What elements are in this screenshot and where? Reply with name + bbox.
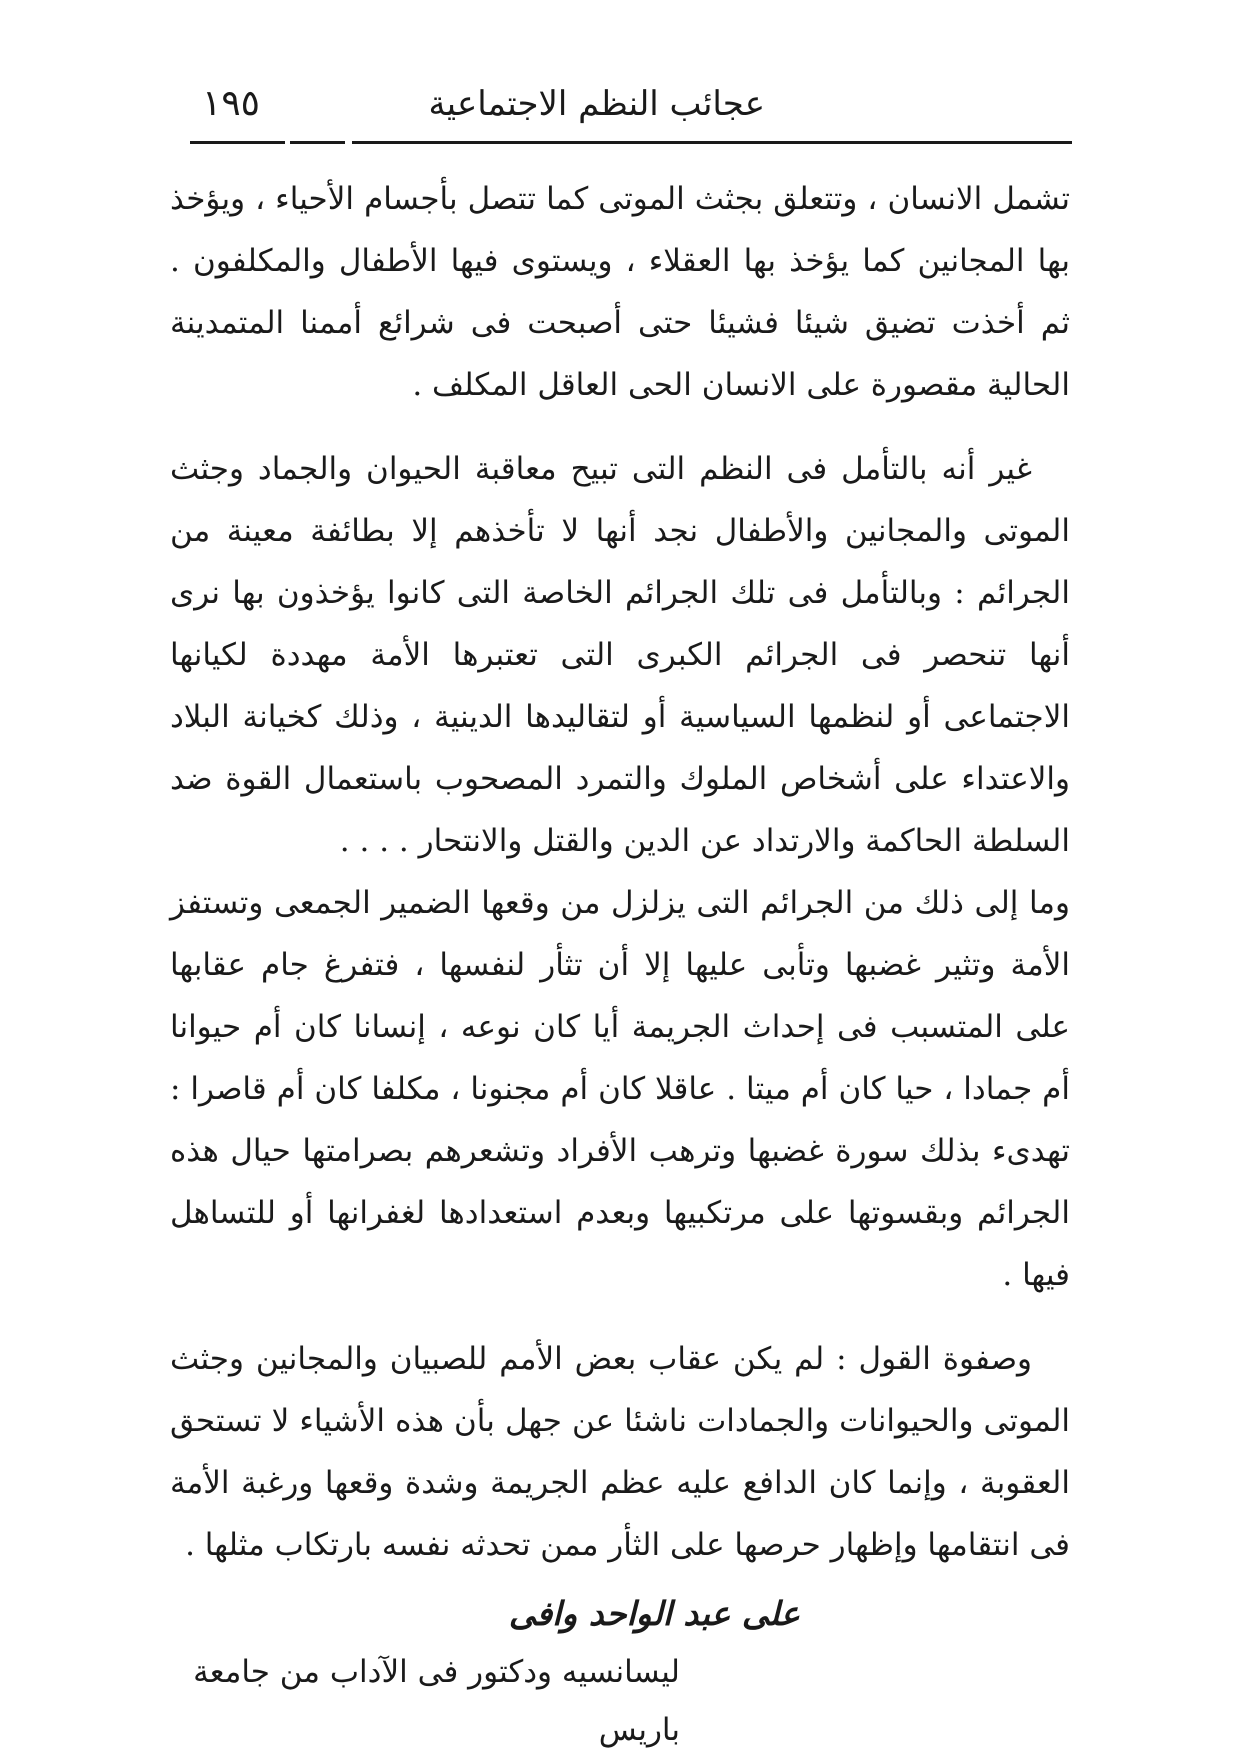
paragraph: وما إلى ذلك من الجرائم التى يزلزل من وقعها الضمير الجمعى وتستفز الأمة وتثير غضبها وتأبى عليها إلا أن تثأر لنفسها ، فتفرغ جام عقابها على المتسبب فى إحداث الجريمة أيا كان نوعه ، إنسانا كان أم حيوانا أم جمادا ، حيا كان أم ميتا . عاقلا كان أم مجنونا ، مكلفا كان أم قاصرا : تهدىء بذلك سورة غضبها وترهب الأفراد وتشعرهم بصرامتها حيال هذه الجرائم وبقسوتها على مرتكبيها وبعدم استعدادها لغفرانها أو للتساهل فيها . <box>170 885 1070 1293</box>
header-rule-segment <box>352 141 1072 144</box>
running-title: عجائب النظم الاجتماعية <box>428 84 765 124</box>
body-text <box>170 168 1070 1576</box>
page-header <box>190 82 1070 142</box>
author-name: على عبد الواحد وافى <box>508 1594 800 1633</box>
paragraph-continued: تشمل الانسان ، وتتعلق بجثث الموتى كما تتصل بأجسام الأحياء ، ويؤخذ بها المجانين كما يؤخذ بها العقلاء ، ويستوى فيها الأطفال والمكلفون . ثم أخذت تضيق شيئا فشيئا حتى أصبحت فى شرائع أممنا المتمدينة الحالية مقصورة على الانسان الحى العاقل المكلف . <box>170 181 1070 403</box>
header-rule-segment <box>190 141 285 144</box>
page-number: ١٩٥ <box>202 83 261 124</box>
paragraph: وصفوة القول : لم يكن عقاب بعض الأمم للصبيان والمجانين وجثث الموتى والحيوانات والجمادات ناشئا عن جهل بأن هذه الأشياء لا تستحق العقوبة ، وإنما كان الدافع عليه عظم الجريمة وشدة وقعها ورغبة الأمة فى انتقامها وإظهار حرصها على الثأر ممن تحدثه نفسه بارتكاب مثلها . <box>170 1341 1070 1563</box>
author-credentials: ليسانسيه ودكتور فى الآداب من جامعة باريس <box>193 1654 680 1748</box>
paragraph: غير أنه بالتأمل فى النظم التى تبيح معاقبة الحيوان والجماد وجثث الموتى والمجانين والأطفال نجد أنها لا تأخذهم إلا بطائفة معينة من الجرائم : وبالتأمل فى تلك الجرائم الخاصة التى كانوا يؤخذون بها نرى أنها تنحصر فى الجرائم الكبرى التى تعتبرها الأمة مهددة لكيانها الاجتماعى أو لنظمها السياسية أو لتقاليدها الدينية ، وذلك كخيانة البلاد والاعتداء على أشخاص الملوك والتمرد المصحوب باستعمال القوة ضد السلطة الحاكمة والارتداد عن الدين والقتل والانتحار . . . . <box>170 451 1070 859</box>
header-rule-segment <box>290 141 345 144</box>
signature-block <box>170 1585 1070 1759</box>
